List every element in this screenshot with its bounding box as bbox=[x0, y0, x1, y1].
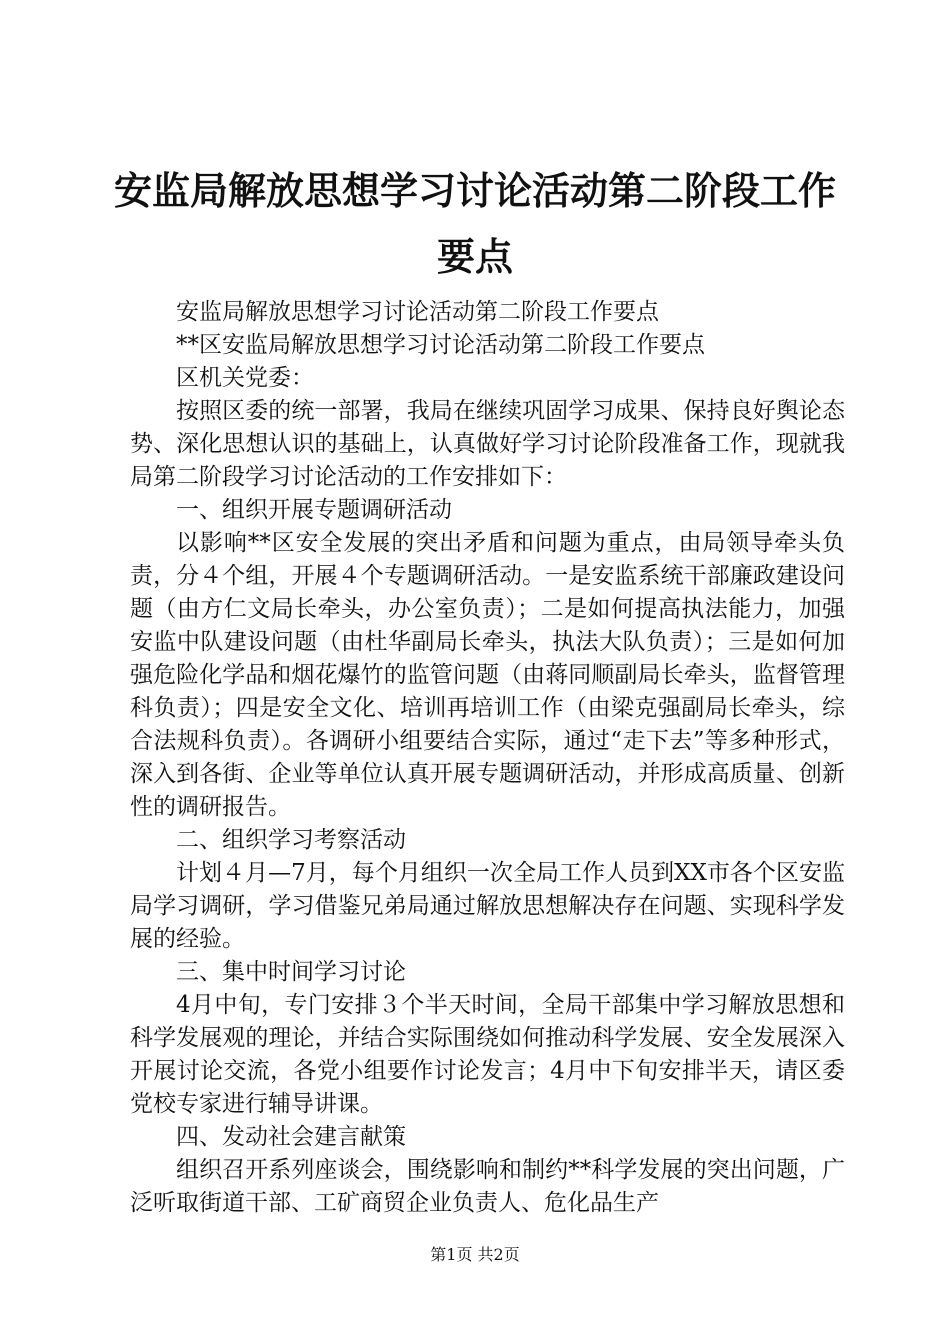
paragraph-addressee: 区机关党委： bbox=[176, 365, 314, 391]
section-body-2: 计划４月—7月，每个月组织一次全局工作人员到XX市各个区安监局学习调研，学习借鉴兄弟局通过解放思想解决存在问题、实现科学发展的经验。 bbox=[130, 860, 845, 952]
section-heading-1: 一、组织开展专题调研活动 bbox=[176, 497, 452, 523]
page-footer: 第1页 共2页 bbox=[430, 1245, 520, 1264]
paragraph-intro: 按照区委的统一部署，我局在继续巩固学习成果、保持良好舆论态势、深化思想认识的基础上，认真做好学习讨论阶段准备工作，现就我局第二阶段学习讨论活动的工作安排如下： bbox=[130, 398, 845, 490]
paragraph-subtitle: 安监局解放思想学习讨论活动第二阶段工作要点 bbox=[176, 299, 659, 325]
section-body-3: 4月中旬，专门安排３个半天时间，全局干部集中学习解放思想和科学发展观的理论，并结合实际围绕如何推动科学发展、安全发展深入开展讨论交流，各党小组要作讨论发言；4月中下旬安排半天，请区委党校专家进行辅导讲课。 bbox=[130, 992, 845, 1117]
section-heading-2: 二、组织学习考察活动 bbox=[176, 827, 406, 853]
section-heading-4: 四、发动社会建言献策 bbox=[176, 1124, 406, 1150]
document-body bbox=[130, 296, 845, 1220]
section-body-4: 组织召开系列座谈会，围绕影响和制约**科学发展的突出问题，广泛听取街道干部、工矿商贸企业负责人、危化品生产 bbox=[130, 1157, 845, 1216]
document-title: 安监局解放思想学习讨论活动第二阶段工作要点 bbox=[113, 168, 836, 279]
paragraph-heading: **区安监局解放思想学习讨论活动第二阶段工作要点 bbox=[176, 332, 705, 358]
section-body-1: 以影响**区安全发展的突出矛盾和问题为重点，由局领导牵头负责，分４个组，开展４个专题调研活动。一是安监系统干部廉政建设问题（由方仁文局长牵头，办公室负责）；二是如何提高执法能力，加强安监中队建设问题（由杜华副局长牵头，执法大队负责）；三是如何加强危险化学品和烟花爆竹的监管问题（由蒋同顺副局长牵头，监督管理科负责）；四是安全文化、培训再培训工作（由梁克强副局长牵头，综合法规科负责）。各调研小组要结合实际，通过“走下去”等多种形式，深入到各街、企业等单位认真开展专题调研活动，并形成高质量、创新性的调研报告。 bbox=[130, 530, 845, 820]
section-heading-3: 三、集中时间学习讨论 bbox=[176, 959, 406, 985]
